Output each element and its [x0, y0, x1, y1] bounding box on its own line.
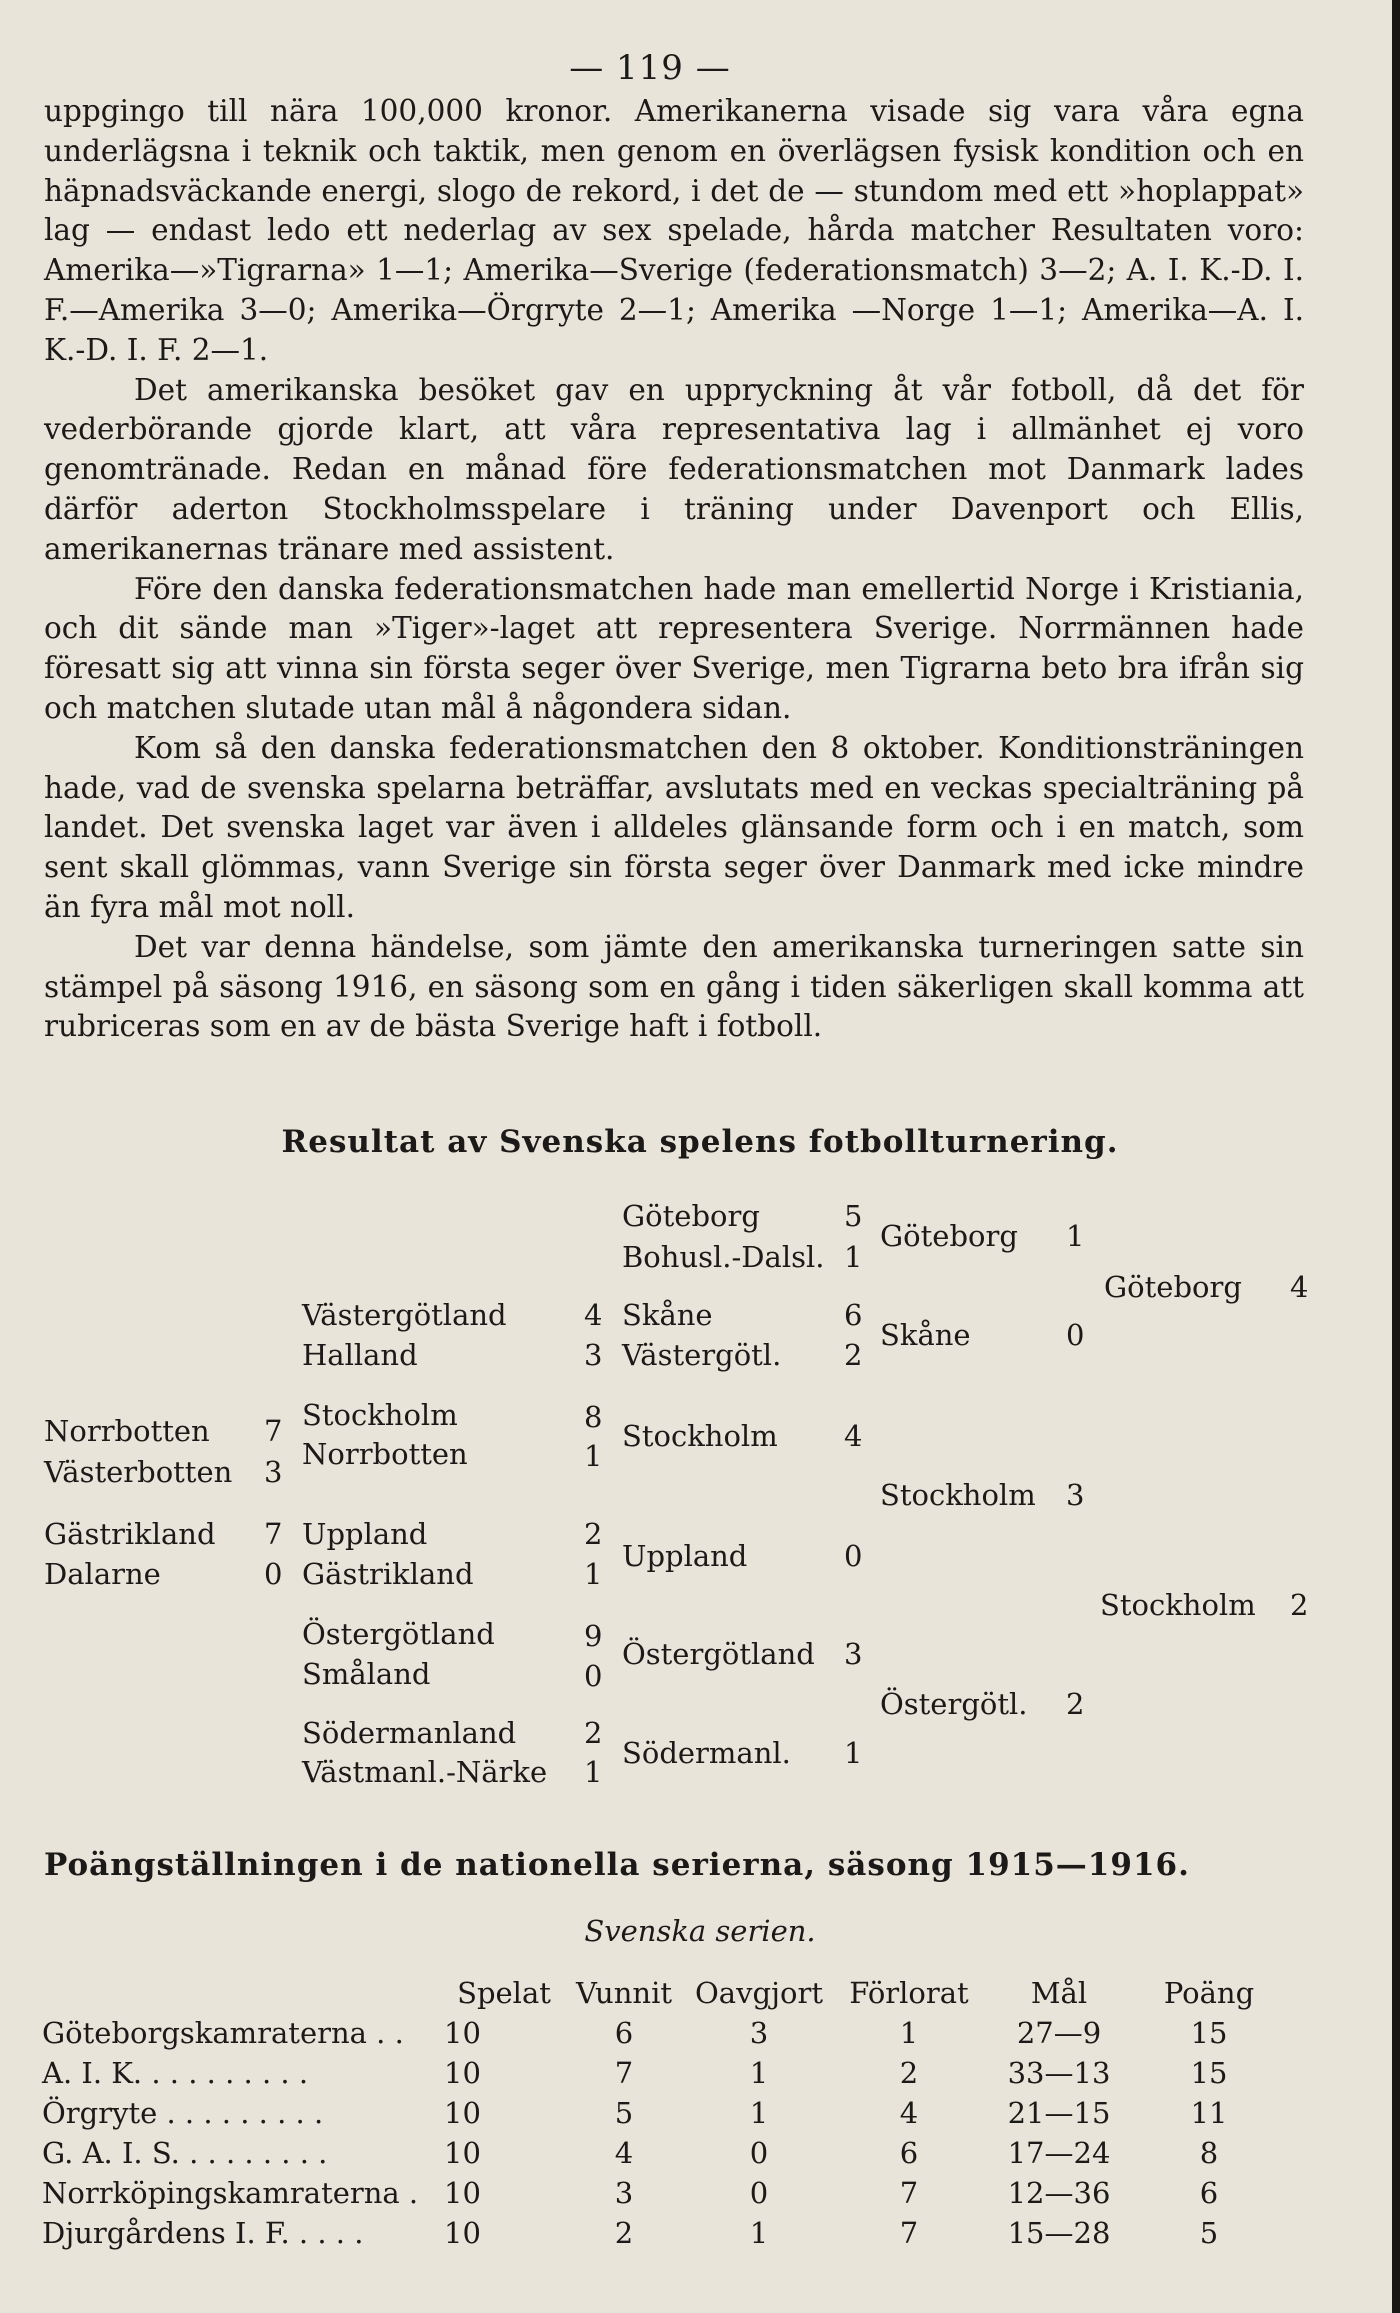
- won-cell: 2: [614, 2216, 634, 2250]
- table-row: [42, 2173, 1284, 2213]
- played-cell: 10: [444, 2136, 481, 2170]
- points-cell: 15: [1190, 2016, 1228, 2050]
- team-score: 1: [844, 1736, 863, 1770]
- team-score: 2: [844, 1338, 863, 1372]
- played-cell: 10: [444, 2056, 481, 2090]
- table-row: [42, 2213, 1284, 2253]
- team-name: Östergötland: [622, 1637, 815, 1671]
- lost-cell: 4: [899, 2096, 919, 2130]
- header-lost: Förlorat: [849, 1976, 969, 2010]
- standings-title: Poängställningen i de nationella serierna, säsong 1915—1916.: [44, 1847, 1190, 1883]
- team-score: 8: [584, 1400, 603, 1434]
- team-score: 2: [1066, 1687, 1085, 1721]
- paragraph: Det amerikanska besöket gav en uppryckning åt vår fotboll, då det för vederbörande gjorde klart, att våra representativa lag i allmänhet ej voro genomtränade. Redan en månad före federationsmatchen mot Danmark lades därför aderton Stockholmsspelare i träning under Davenport och Ellis, amerikanernas tränare med assistent.: [44, 372, 1304, 566]
- drawn-cell: 1: [749, 2096, 769, 2130]
- team-score: 1: [844, 1240, 863, 1274]
- team-name: Norrbotten: [44, 1414, 210, 1448]
- team-name: Uppland: [302, 1517, 428, 1551]
- team-name: Göteborg: [880, 1219, 1018, 1253]
- paragraph: Kom så den danska federationsmatchen den 8 oktober. Konditionsträningen hade, vad de svenska spelarna beträffar, avslutats med en veckas specialträning på landet. Det svenska laget var även i alldeles glänsande form och i en match, som sent skall glömmas, vann Sverige sin första seger över Danmark med icke mindre än fyra mål mot noll.: [44, 730, 1304, 924]
- goals-cell: 15—28: [1007, 2216, 1111, 2250]
- team-name: Norrbotten: [302, 1437, 468, 1471]
- team-name: Skåne: [880, 1318, 971, 1352]
- team-name: Södermanland: [302, 1716, 517, 1750]
- team-name: Södermanl.: [622, 1736, 791, 1770]
- header-won: Vunnit: [575, 1976, 673, 2010]
- table-row: [42, 2093, 1284, 2133]
- team-name: Gästrikland: [44, 1517, 216, 1551]
- points-cell: 6: [1199, 2176, 1219, 2210]
- team-score: 4: [844, 1419, 863, 1453]
- team-score: 4: [584, 1298, 603, 1332]
- team-score: 1: [584, 1557, 603, 1591]
- team-name: Bohusl.-Dalsl.: [622, 1240, 825, 1274]
- table-row: [42, 2133, 1284, 2173]
- team-cell: Norrköpingskamraterna .: [42, 2176, 419, 2210]
- team-name: Västmanl.-Närke: [302, 1755, 548, 1789]
- header-played: Spelat: [457, 1976, 551, 2010]
- team-score: 0: [1066, 1318, 1085, 1352]
- lost-cell: 7: [899, 2216, 919, 2250]
- drawn-cell: 1: [749, 2216, 769, 2250]
- team-cell: Göteborgskamraterna . .: [42, 2016, 404, 2050]
- team-name: Göteborg: [1104, 1270, 1242, 1304]
- team-cell: Djurgårdens I. F. . . . .: [42, 2216, 364, 2250]
- team-name: Dalarne: [44, 1557, 161, 1591]
- points-cell: 11: [1190, 2096, 1228, 2130]
- points-cell: 15: [1190, 2056, 1228, 2090]
- team-score: 2: [1290, 1588, 1309, 1622]
- team-score: 7: [264, 1414, 283, 1448]
- goals-cell: 27—9: [1016, 2016, 1102, 2050]
- team-cell: Örgryte . . . . . . . . .: [42, 2096, 324, 2130]
- team-name: Östergötland: [302, 1617, 495, 1651]
- bracket-title: Resultat av Svenska spelens fotbollturnering.: [281, 1124, 1119, 1160]
- team-score: 6: [844, 1298, 863, 1332]
- drawn-cell: 1: [749, 2056, 769, 2090]
- header-goals: Mål: [1030, 1976, 1088, 2010]
- header-drawn: Oavgjort: [695, 1976, 823, 2010]
- team-name: Göteborg: [622, 1199, 760, 1233]
- played-cell: 10: [444, 2216, 481, 2250]
- team-name: Stockholm: [622, 1419, 778, 1453]
- goals-cell: 17—24: [1007, 2136, 1111, 2170]
- team-name: Stockholm: [302, 1398, 458, 1432]
- team-name: Uppland: [622, 1539, 748, 1573]
- drawn-cell: 0: [749, 2176, 769, 2210]
- won-cell: 4: [614, 2136, 634, 2170]
- lost-cell: 7: [899, 2176, 919, 2210]
- team-score: 3: [1066, 1478, 1085, 1512]
- team-name: Östergötl.: [880, 1687, 1028, 1721]
- won-cell: 6: [614, 2016, 634, 2050]
- paragraph: Det var denna händelse, som jämte den amerikanska turneringen satte sin stämpel på säsong 1916, en säsong som en gång i tiden säkerligen skall komma att rubriceras som en av de bästa Sverige haft i fotboll.: [44, 929, 1304, 1044]
- team-score: 3: [264, 1455, 283, 1489]
- team-score: 5: [844, 1199, 863, 1233]
- team-score: 9: [584, 1619, 603, 1653]
- won-cell: 3: [614, 2176, 634, 2210]
- goals-cell: 33—13: [1007, 2056, 1111, 2090]
- points-cell: 5: [1199, 2216, 1219, 2250]
- team-score: 1: [584, 1439, 603, 1473]
- paragraph: uppgingo till nära 100,000 kronor. Amerikanerna visade sig vara våra egna underlägsna i teknik och taktik, men genom en överlägsen fysisk kondition och en häpnadsväckande energi, slogo de rekord, i det de — stundom med ett »hoplappat» lag — endast ledo ett nederlag av sex spelade, hårda matcher Resultaten voro: Amerika—»Tigrarna» 1—1; Amerika—Sverige (federationsmatch) 3—2; A. I. K.-D. I. F.—Amerika 3—0; Amerika—Örgryte 2—1; Amerika —Norge 1—1; Amerika—A. I. K.-D. I. F. 2—1.: [44, 94, 1304, 367]
- team-score: 2: [584, 1517, 603, 1551]
- paragraph: Före den danska federationsmatchen hade man emellertid Norge i Kristiania, och dit sände man »Tiger»-laget att representera Sverige. Norrmännen hade föresatt sig att vinna sin första seger över Sverige, men Tigrarna beto bra ifrån sig och matchen slutade utan mål å någondera sidan.: [44, 571, 1304, 725]
- table-row: [42, 2013, 1284, 2053]
- team-name: Halland: [302, 1338, 418, 1372]
- team-score: 1: [584, 1755, 603, 1789]
- team-name: Västergötl.: [622, 1338, 782, 1372]
- lost-cell: 6: [899, 2136, 919, 2170]
- points-cell: 8: [1199, 2136, 1219, 2170]
- goals-cell: 21—15: [1007, 2096, 1111, 2130]
- team-score: 4: [1290, 1270, 1309, 1304]
- drawn-cell: 0: [749, 2136, 769, 2170]
- team-score: 3: [584, 1338, 603, 1372]
- team-score: 0: [584, 1659, 603, 1693]
- team-name: Stockholm: [880, 1478, 1036, 1512]
- header-points: Poäng: [1163, 1976, 1255, 2010]
- team-name: Västergötland: [302, 1298, 507, 1332]
- header-team: [42, 1973, 444, 2013]
- lost-cell: 2: [899, 2056, 919, 2090]
- team-score: 1: [1066, 1219, 1085, 1253]
- team-name: Skåne: [622, 1298, 713, 1332]
- team-name: Småland: [302, 1657, 431, 1691]
- team-name: Stockholm: [1100, 1588, 1256, 1622]
- standings-table: [42, 1973, 1284, 2253]
- table-header-row: [42, 1973, 1284, 2013]
- team-score: 0: [844, 1539, 863, 1573]
- won-cell: 5: [614, 2096, 634, 2130]
- played-cell: 10: [444, 2016, 481, 2050]
- team-score: 0: [264, 1557, 283, 1591]
- table-row: [42, 2053, 1284, 2093]
- team-cell: G. A. I. S. . . . . . . . .: [42, 2136, 328, 2170]
- won-cell: 7: [614, 2056, 634, 2090]
- page-number: — 119 —: [569, 48, 731, 88]
- drawn-cell: 3: [749, 2016, 769, 2050]
- standings-subtitle: Svenska serien.: [584, 1914, 816, 1948]
- team-score: 2: [584, 1716, 603, 1750]
- team-name: Gästrikland: [302, 1557, 474, 1591]
- goals-cell: 12—36: [1007, 2176, 1111, 2210]
- body-text: [44, 92, 1304, 1047]
- played-cell: 10: [444, 2176, 481, 2210]
- team-score: 3: [844, 1637, 863, 1671]
- team-score: 7: [264, 1517, 283, 1551]
- played-cell: 10: [444, 2096, 481, 2130]
- lost-cell: 1: [899, 2016, 919, 2050]
- team-name: Västerbotten: [44, 1455, 233, 1489]
- team-cell: A. I. K. . . . . . . . . .: [42, 2056, 309, 2090]
